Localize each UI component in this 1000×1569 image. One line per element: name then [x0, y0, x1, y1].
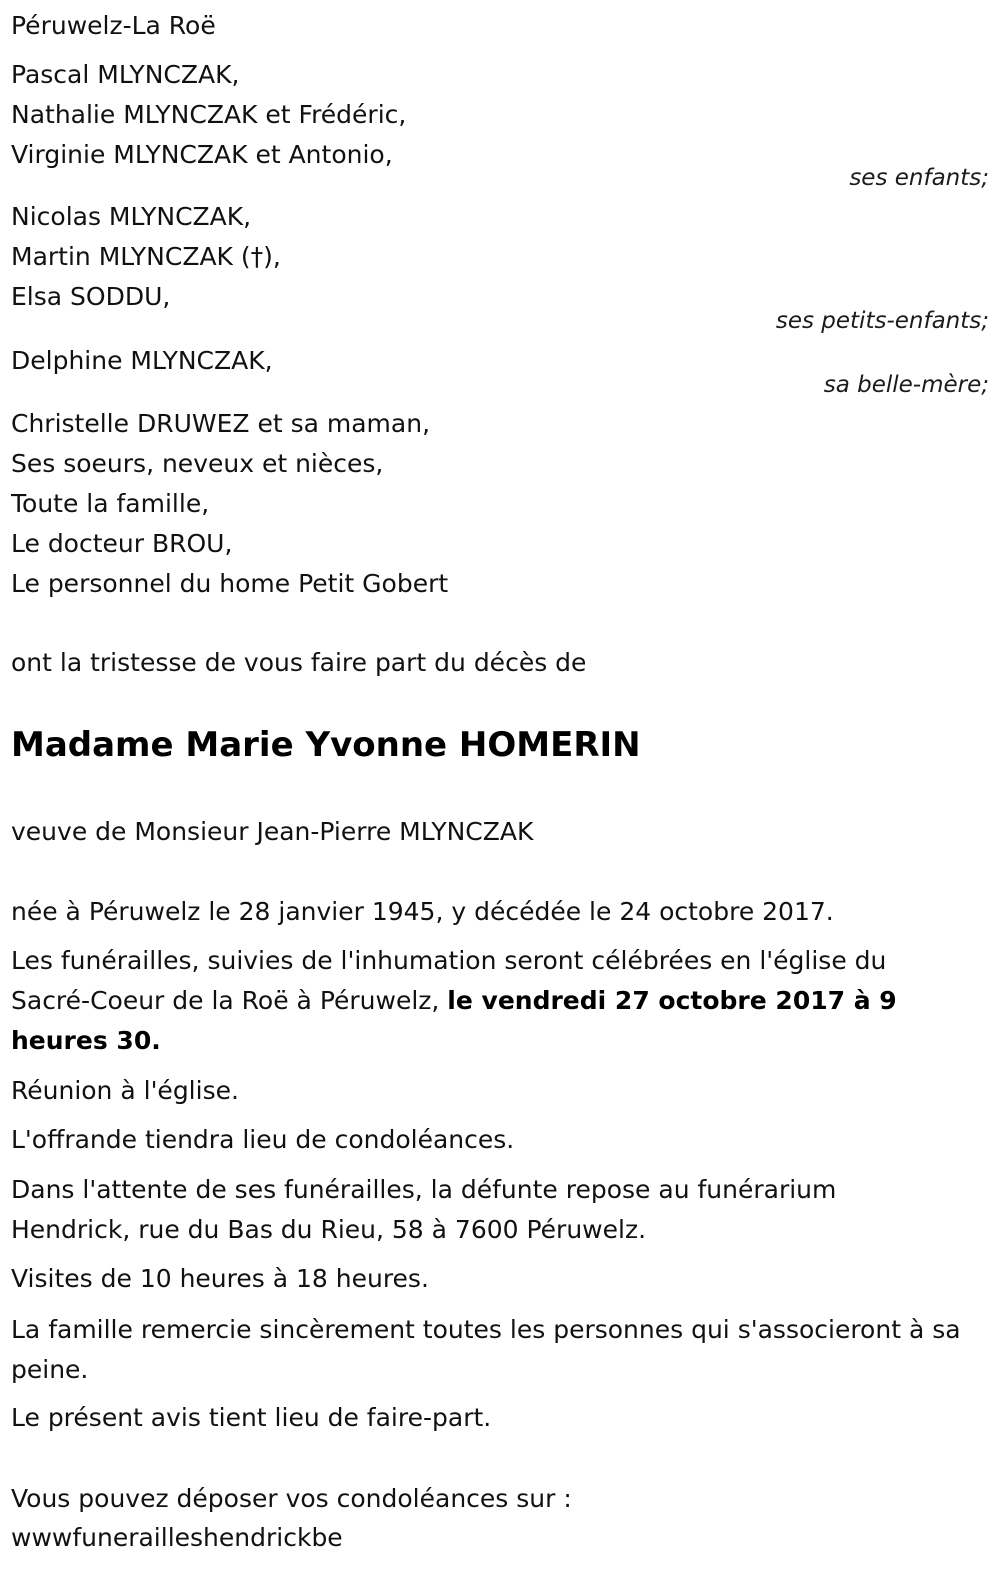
role-daughter-in-law: sa belle-mère;	[823, 372, 989, 398]
child-name: Nathalie MLYNCZAK et Frédéric,	[11, 100, 407, 129]
location: Péruwelz-La Roë	[11, 11, 216, 40]
grandchild-name: Martin MLYNCZAK (†),	[11, 242, 281, 271]
notice: Le présent avis tient lieu de faire-part.	[11, 1403, 492, 1432]
thanks	[11, 1310, 989, 1390]
child-name: Virginie MLYNCZAK et Antonio,	[11, 140, 393, 169]
other-mourner: Le docteur BROU,	[11, 529, 233, 558]
condolences-label: Vous pouvez déposer vos condoléances sur :	[11, 1484, 572, 1513]
children-list	[11, 55, 989, 175]
child-name: Pascal MLYNCZAK,	[11, 60, 240, 89]
thanks-text: La famille remercie sincèrement toutes les personnes qui s'associeront à sa peine.	[11, 1315, 961, 1384]
offering: L'offrande tiendra lieu de condoléances.	[11, 1125, 515, 1154]
grandchild-name: Elsa SODDU,	[11, 282, 171, 311]
grandchild-name: Nicolas MLYNCZAK,	[11, 202, 252, 231]
other-mourner: Le personnel du home Petit Gobert	[11, 569, 449, 598]
other-mourner: Christelle DRUWEZ et sa maman,	[11, 409, 431, 438]
condolences-website-link[interactable]: wwwfunerailleshendrickbe	[11, 1523, 343, 1552]
other-mourner: Toute la famille,	[11, 489, 210, 518]
visits: Visites de 10 heures à 18 heures.	[11, 1264, 429, 1293]
rest-place-text: Dans l'attente de ses funérailles, la défunte repose au funérarium Hendrick, rue du Bas du Rieu, 58 à 7600 Péruwelz.	[11, 1175, 837, 1244]
rest-place	[11, 1170, 911, 1250]
widow-of: veuve de Monsieur Jean-Pierre MLYNCZAK	[11, 817, 534, 846]
announcement: ont la tristesse de vous faire part du décès de	[11, 648, 587, 677]
other-mourner: Ses soeurs, neveux et nièces,	[11, 449, 384, 478]
others-list	[11, 404, 989, 604]
daughter-in-law-name: Delphine MLYNCZAK,	[11, 346, 273, 375]
grandchildren-list	[11, 197, 989, 317]
deceased-name: Madame Marie Yvonne HOMERIN	[11, 725, 641, 765]
role-grandchildren: ses petits-enfants;	[775, 308, 989, 334]
funeral-paragraph	[11, 941, 971, 1061]
role-children: ses enfants;	[849, 165, 989, 191]
funeral-date: le vendredi 27 octobre 2017 à 9 heures 30.	[11, 986, 897, 1055]
birth-death: née à Péruwelz le 28 janvier 1945, y décédée le 24 octobre 2017.	[11, 897, 834, 926]
funeral-text: Les funérailles, suivies de l'inhumation seront célébrées en l'église du Sacré-Coeur de la Roë à Péruwelz,	[11, 946, 887, 1015]
meeting: Réunion à l'église.	[11, 1076, 239, 1105]
